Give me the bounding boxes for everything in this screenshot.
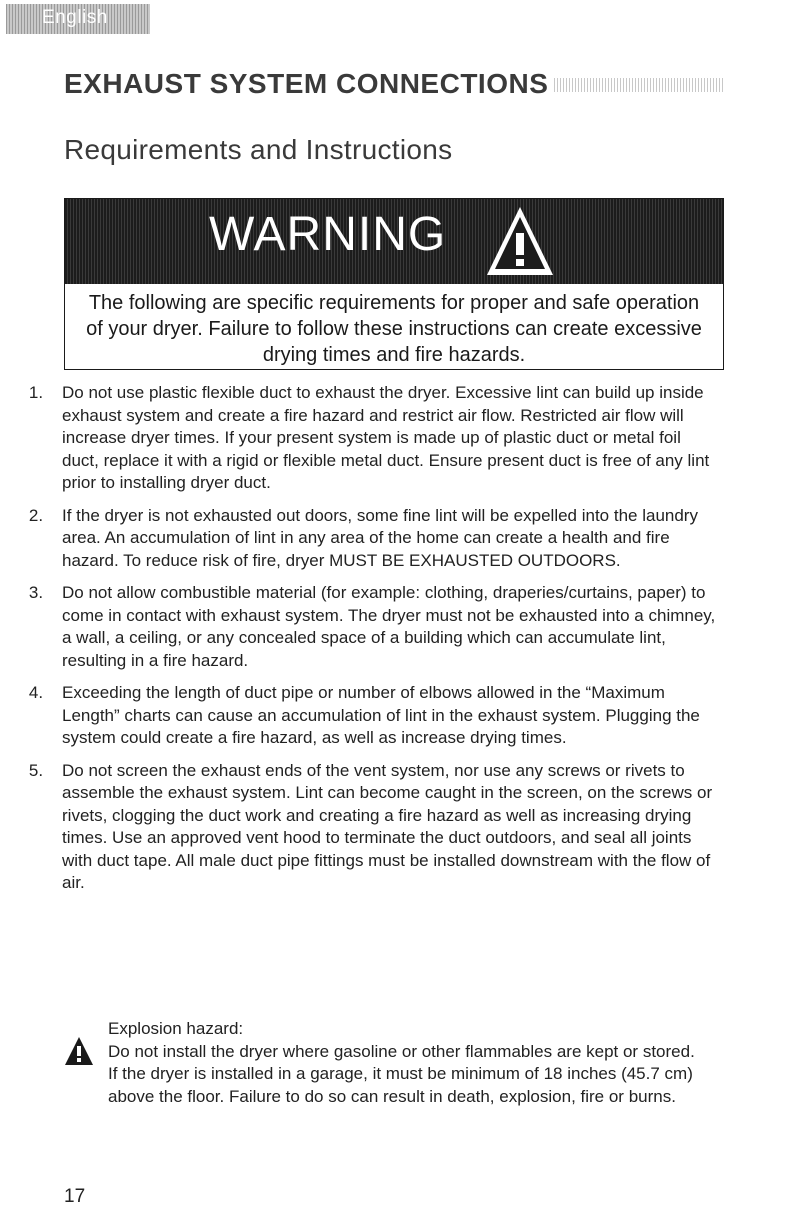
item-number: 5. [28,760,44,780]
warning-box [64,198,724,370]
item-text: Do not use plastic flexible duct to exhaust the dryer. Excessive lint can build up inside exhaust system and create a fire hazard and restrict air flow. Restricted air flow will increase dryer times. If your present system is made up of plastic duct or metal foil duct, replace it with a rigid or flexible metal duct. Ensure present duct is free of any lint prior to installing dryer duct. [62,383,710,492]
explosion-warning [64,1018,704,1108]
item-text: Do not screen the exhaust ends of the vent system, nor use any screws or rivets to assemble the exhaust system. Lint can become caught in the screen, on the screws or rivets, clogging the duct work and creating a fire hazard as well as increasing drying times. Use an approved vent hood to terminate the duct outdoors, and seal all joints with duct tape. All male duct pipe fittings must be installed downstream with the flow of air. [62,760,713,892]
item-text: Exceeding the length of duct pipe or number of elbows allowed in the “Maximum Length” charts can cause an accumulation of lint in the exhaust system. Plugging the system could create a fire hazard, as well as increase drying times. [62,683,700,747]
explosion-heading: Explosion hazard: [108,1019,244,1038]
warning-text: The following are specific requirements for proper and safe operation of your dryer. Failure to follow these instructions can create excessive drying times and fire hazards. [86,292,702,366]
language-label: English [42,7,108,28]
list-item [18,382,718,495]
item-text: If the dryer is not exhausted out doors, some fine lint will be expelled into the laundry area. An accumulation of lint in any area of the home can create a health and fire hazard. To reduce risk of fire, dryer MUST BE EXHAUSTED OUTDOORS. [62,505,698,570]
list-item [18,682,718,750]
section-subtitle: Requirements and Instructions [64,134,453,165]
section-header [64,64,724,104]
section-title: EXHAUST SYSTEM CONNECTIONS [64,68,549,99]
item-number: 1. [28,383,44,402]
list-item [18,505,718,573]
title-rule [554,78,724,92]
warning-label: WARNING [209,208,447,261]
warning-header [65,199,723,284]
language-tab [6,4,150,34]
item-number: 3. [28,583,44,602]
warning-triangle-icon [64,1036,94,1066]
warning-triangle-icon [485,205,555,277]
list-item [18,582,718,672]
item-number: 2. [28,505,44,525]
item-number: 4. [28,683,44,702]
page-number: 17 [64,1186,86,1207]
item-text: Do not allow combustible material (for example: clothing, draperies/curtains, paper) to come in contact with exhaust system. The dryer must not be exhausted into a chimney, a wall, a ceiling, or any concealed space of a building which can accumulate lint, resulting in a fire hazard. [62,583,716,670]
explosion-text: Do not install the dryer where gasoline or other flammables are kept or stored. If the dryer is installed in a garage, it must be minimum of 18 inches (45.7 cm) above the floor. Failure to do so can result in death, explosion, fire or burns. [108,1041,695,1106]
requirements-list [18,382,718,905]
list-item [18,760,718,895]
